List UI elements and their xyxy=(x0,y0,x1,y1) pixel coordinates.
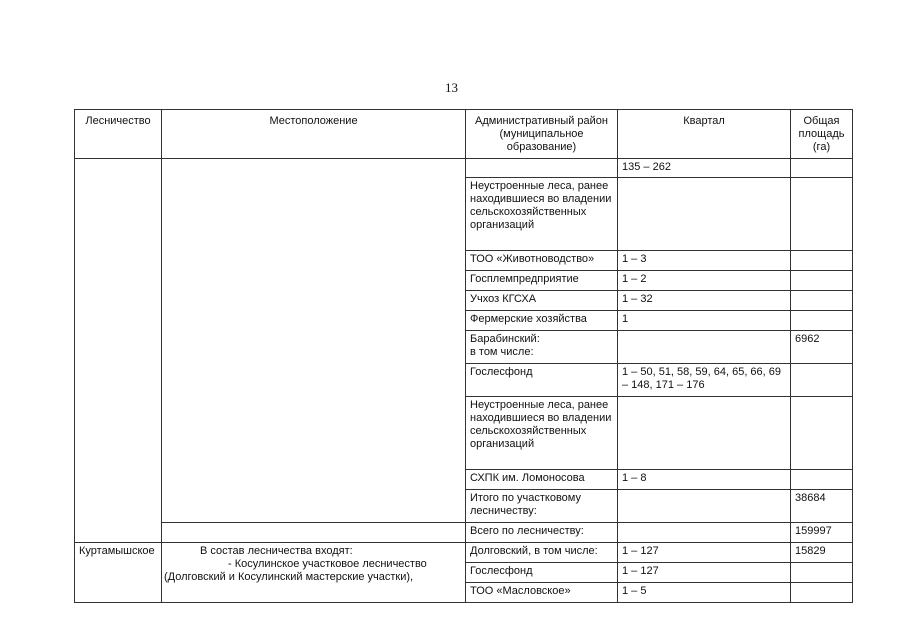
location-cell xyxy=(162,523,466,543)
area-cell xyxy=(791,251,853,271)
district-cell: Гослесфонд xyxy=(466,364,618,397)
quarter-cell: 135 – 262 xyxy=(618,159,791,178)
area-cell xyxy=(791,291,853,311)
area-cell xyxy=(791,583,853,603)
district-cell: СХПК им. Ломоносова xyxy=(466,470,618,490)
area-cell: 15829 xyxy=(791,543,853,563)
district-cell: Всего по лесничеству: xyxy=(466,523,618,543)
area-cell xyxy=(791,178,853,251)
area-cell xyxy=(791,311,853,331)
district-cell: Неустроенные леса, ранее находившиеся во владении сельскохозяйственных организаций xyxy=(466,397,618,470)
table-header-row xyxy=(75,110,853,159)
page-number: 13 xyxy=(445,80,458,95)
header-forestry: Лесничество xyxy=(75,110,162,159)
quarter-cell xyxy=(618,178,791,251)
table-row xyxy=(75,543,853,563)
forestry-cell: Куртамышское xyxy=(75,543,162,603)
quarter-cell: 1 – 3 xyxy=(618,251,791,271)
location-cell xyxy=(162,543,466,603)
district-cell: Неустроенные леса, ранее находившиеся во владении сельскохозяйственных организаций xyxy=(466,178,618,251)
district-cell: Итого по участковому лесничеству: xyxy=(466,490,618,523)
area-cell xyxy=(791,271,853,291)
district-line: в том числе: xyxy=(470,346,534,358)
location-line: - Косулинское участковое лесничество xyxy=(228,558,427,570)
area-cell xyxy=(791,563,853,583)
header-area: Общая площадь (га) xyxy=(791,110,853,159)
quarter-cell: 1 xyxy=(618,311,791,331)
district-cell: ТОО «Масловское» xyxy=(466,583,618,603)
quarter-cell: 1 – 50, 51, 58, 59, 64, 65, 66, 69 – 148, 171 – 176 xyxy=(618,364,791,397)
district-cell: ТОО «Животноводство» xyxy=(466,251,618,271)
quarter-cell: 1 – 2 xyxy=(618,271,791,291)
quarter-cell: 1 – 5 xyxy=(618,583,791,603)
quarter-cell xyxy=(618,397,791,470)
quarter-cell xyxy=(618,523,791,543)
district-cell xyxy=(466,159,618,178)
district-cell: Фермерские хозяйства xyxy=(466,311,618,331)
forestry-table xyxy=(74,109,853,603)
area-cell: 6962 xyxy=(791,331,853,364)
forestry-cell xyxy=(75,159,162,543)
area-cell: 38684 xyxy=(791,490,853,523)
quarter-cell: 1 – 127 xyxy=(618,563,791,583)
area-cell xyxy=(791,364,853,397)
district-line: Барабинский: xyxy=(470,333,540,345)
header-location: Местоположение xyxy=(162,110,466,159)
quarter-cell: 1 – 8 xyxy=(618,470,791,490)
district-cell: Долговский, в том числе: xyxy=(466,543,618,563)
table-row xyxy=(75,159,853,178)
location-cell xyxy=(162,159,466,523)
header-district: Административный район (муниципальное образование) xyxy=(466,110,618,159)
area-cell xyxy=(791,470,853,490)
district-cell: Учхоз КГСХА xyxy=(466,291,618,311)
quarter-cell: 1 – 127 xyxy=(618,543,791,563)
quarter-cell xyxy=(618,331,791,364)
district-cell: Госплемпредприятие xyxy=(466,271,618,291)
area-cell xyxy=(791,397,853,470)
location-line: В состав лесничества входят: xyxy=(200,545,353,557)
district-cell xyxy=(466,331,618,364)
table-row xyxy=(75,523,853,543)
quarter-cell xyxy=(618,490,791,523)
quarter-cell: 1 – 32 xyxy=(618,291,791,311)
area-cell xyxy=(791,159,853,178)
location-line: (Долговский и Косулинский мастерские участки), xyxy=(164,571,414,583)
district-cell: Гослесфонд xyxy=(466,563,618,583)
header-quarter: Квартал xyxy=(618,110,791,159)
area-cell: 159997 xyxy=(791,523,853,543)
